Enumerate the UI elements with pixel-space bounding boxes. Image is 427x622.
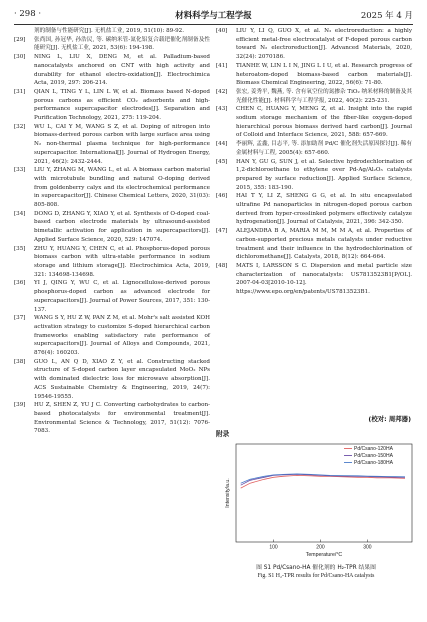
reference-number: [41] — [216, 62, 228, 69]
references-left-column — [14, 27, 210, 436]
reference-item — [14, 53, 210, 88]
running-header — [14, 9, 413, 23]
reference-text: LIU Y, ZHANG M, WANG L, et al. A biomass carbon material with microtubule bundling and natural O-doping derived from goldenberry calyx and its electrochemical performance in supercapacitor[J]. Chinese Chemical Letters, 2020, 31(03): 805-808. — [34, 167, 210, 209]
reference-number: [47] — [216, 228, 228, 235]
reference-text: HAN Y, GU G, SUN J, et al. Selective hydrodechlorination of 1,2-dichloroethane to ethylene over Pd-Ag/Al₂O₃ catalysts prepared by surface reduction[J]. Applied Surface Science, 2015, 355: 183-190. — [236, 158, 412, 191]
reference-text: HAI T Y, LI Z, SHENG G G, et al. In situ encapsulated ultrafine Pd nanoparticles in nitrogen-doped porous carbon derived from hyper-crosslinked polymers effectively catalyze hydrogenation[J]. Journal of Catalysis, 2021, 396: 342-350. — [236, 193, 412, 226]
reference-text: QIAN L, TING Y L, LIN L W, et al. Biomass based N-doped porous carbons as efficient CO₂ adsorbents and high-performance supercapacitor electrodes[J]. Separation and Purification Technology, 2021, 275: 119-204. — [34, 88, 210, 122]
reference-item — [216, 140, 412, 157]
reference-item — [216, 227, 412, 262]
reference-item — [14, 358, 210, 402]
reference-item — [216, 192, 412, 227]
reference-number: [45] — [216, 158, 228, 165]
reference-item — [216, 62, 412, 88]
x-tick-label: 300 — [363, 544, 372, 551]
reference-number: [36] — [14, 280, 26, 287]
issue-date: 2025 年 4 月 — [360, 11, 413, 21]
references-right-column — [216, 27, 412, 297]
reference-text: CHEN C, HUANG Y, MENG Z, et al. Insight into the rapid sodium storage mechanism of the fiber-like oxygen-doped hierarchical porous biomass derived hard carbon[J]. Journal of Colloid and Interface Science, 2021, 588: 657-669. — [236, 106, 412, 139]
reference-text: WANG S Y, HU Z W, PAN Z M, et al. Mohr's salt assisted KOH activation strategy to customize S-doped hierarchical carbon frameworks enabling satisfactory rate performance of supercapacitors[J]. Journal of Alloys and Compounds, 2021, 876(4): 160203. — [34, 315, 210, 357]
reference-item — [216, 105, 412, 140]
reference-text: ALEJANDRA B A, MARIA M M, M M A, et al. Properties of carbon-supported precious metals catalysts under reductive treatment and their influence in the hydrodechlorination of dichloromethane[J]. Catalysts, 2018, 8(12): 664-664. — [236, 228, 412, 261]
reference-item — [216, 262, 412, 297]
reference-number: [48] — [216, 262, 228, 269]
reference-text: DONG D, ZHANG Y, XIAO Y, et al. Synthesis of O-doped coal-based carbon electrode materials by ultrasound-assisted bimetallic activation for application in supercapacitors[J]. Applied Surface Science, 2020, 529: 147074. — [34, 210, 210, 243]
reference-text: ZHU Y, HUANG Y, CHEN C, et al. Phosphorus-doped porous biomass carbon with ultra-stable performance in sodium storage and lithium storage[J]. Electrochimica Acta, 2019, 321: 134698-134698. — [34, 245, 210, 278]
reference-number: [39] — [14, 402, 26, 409]
reference-text: NING L, LIU X, DENG M, et al. Palladium-based nanocatalysts anchored on CNT with high activity and durability for ethanol electro-oxidation[J]. Electrochimica Acta, 2019, 297: 206-214. — [34, 54, 210, 87]
reference-number: [35] — [14, 245, 26, 252]
reference-number: [42] — [216, 88, 228, 95]
reference-item — [14, 279, 210, 314]
reference-item — [14, 166, 210, 210]
reference-text: TIANHE W, LIN L I N, JING L I U, et al. Research progress of heteroatom-doped biomass-based carbon materials[J]. Biomass Chemical Engineering, 2022, 56(6): 71-80. — [236, 62, 412, 87]
reference-text: MATS I, LARSSON S C. Dispersion and metal particle size characterization of nanocatalysts: US7813523B1[P/OL]. 2007-04-03[2010-10-12]. https://www.epo.org/en/patents/US7813523B1. — [236, 262, 412, 296]
reference-number: [37] — [14, 315, 26, 322]
reference-text: 李丽辉, 孟鑫, 目志平, 等. 添加助剂 Pd/C 催化剂失活原因探讨[J]. 稀有金属材料与工程, 2005(4): 657-660. — [236, 141, 412, 156]
reference-number: [33] — [14, 167, 26, 174]
journal-title: 材料科学与工程学报 — [175, 11, 252, 21]
appendix-title: 附录 — [216, 430, 230, 438]
reference-item — [216, 27, 412, 62]
reference-text: 张尚国, 孙冠华, 孙浩民, 等. 碳纳米管-氮化铝复合载钯催化剂制备及性能研究[J]. 无机盐工业, 2021, 53(6): 194-198. — [34, 36, 210, 52]
reference-item — [14, 123, 210, 167]
legend-label: Pd/Csano-180HA — [354, 460, 393, 466]
reference-number: [29] — [14, 36, 26, 43]
reference-item — [14, 210, 210, 245]
reference-item — [14, 314, 210, 358]
reference-item — [216, 88, 412, 105]
reference-number: [30] — [14, 54, 26, 61]
reference-text: GUO L, AN Q D, XIAO Z Y, et al. Constructing stacked structure of S-doped carbon layer encapsulated MoO₂ NPs with dominated dielectric loss for microwave absorption[J]. ACS Sustainable Chemistry & Engineering, 2019, 24(7): 19546-19555. — [34, 358, 210, 400]
x-tick-label: 100 — [269, 544, 278, 551]
legend-label: Pd/Csano-120HA — [354, 446, 393, 452]
reference-item — [14, 88, 210, 123]
reference-text: LIU Y, LI Q, GUO X, et al. N₂ electroreduction: a highly efficient metal-free electrocatalyst of F-doped porous carbon toward N₂ electroreduction[J]. Advanced Materials, 2020, 32(24): 2070186. — [236, 28, 412, 61]
reference-item — [14, 36, 210, 53]
reference-item — [14, 27, 210, 36]
page-number: · 298 · — [14, 9, 42, 19]
reference-text: YI J, QING Y, WU C, et al. Lignocellulose-derived porous phosphorus-doped carbon as advanced electrode for supercapacitors[J]. Journal of Power Sources, 2017, 351: 130-137. — [34, 280, 210, 313]
series-line-pd-csano-180ha — [241, 474, 405, 483]
reference-text: 张宏, 姜秀平, 魏燕, 等. 含有氧空位的氮掺杂 TiO₂ 纳米材料的制备及其光催化性能[J]. 材料科学与工程学报, 2022, 40(2): 225-231. — [236, 88, 412, 104]
reference-number: [38] — [14, 358, 26, 365]
reference-item — [14, 401, 210, 436]
y-axis-label: Intensity/a.u. — [225, 478, 231, 508]
reference-item — [14, 245, 210, 280]
editor-note: (校对: 周邦器) — [368, 415, 411, 423]
header-rule — [14, 24, 413, 25]
tpr-chart — [216, 438, 416, 558]
reference-text: WU L, CAI Y M, WANG S Z, et al. Doping of nitrogen into biomass-derived porous carbon with large surface area using N₂ non-thermal plasma technique for high-performance supercapacitor. International[J]. Journal of Hydrogen Energy, 2021, 46(2): 2432-2444. — [34, 123, 210, 165]
reference-number: [44] — [216, 141, 228, 148]
reference-item — [216, 158, 412, 193]
reference-number: [31] — [14, 88, 26, 95]
reference-number: [46] — [216, 193, 228, 200]
reference-number: [43] — [216, 106, 228, 113]
x-tick-label: 200 — [316, 544, 325, 551]
figure-caption-zh: 图 S1 Pd/Csano-HA 催化剂的 H₂-TPR 结果图 — [256, 565, 376, 571]
x-axis-label: Temperature/°C — [305, 552, 343, 558]
reference-text: 剂的制备与性能研究[J]. 无机盐工业, 2019, 51(10): 89-92. — [34, 28, 184, 34]
reference-text: HU Z, SHEN Z, YU J C. Converting carbohydrates to carbon-based photocatalysts for environmental treatment[J]. Environmental Science & Technology, 2017, 51(12): 7076-7083. — [34, 402, 210, 435]
reference-number: [34] — [14, 210, 26, 217]
reference-number: [32] — [14, 123, 26, 130]
tpr-chart-svg — [216, 438, 416, 558]
reference-number: [40] — [216, 28, 228, 34]
legend-label: Pd/Csano-150HA — [354, 453, 393, 459]
figure-caption-en: Fig. S1 H₂-TPR results for Pd/Csano-HA catalysts — [257, 573, 375, 579]
